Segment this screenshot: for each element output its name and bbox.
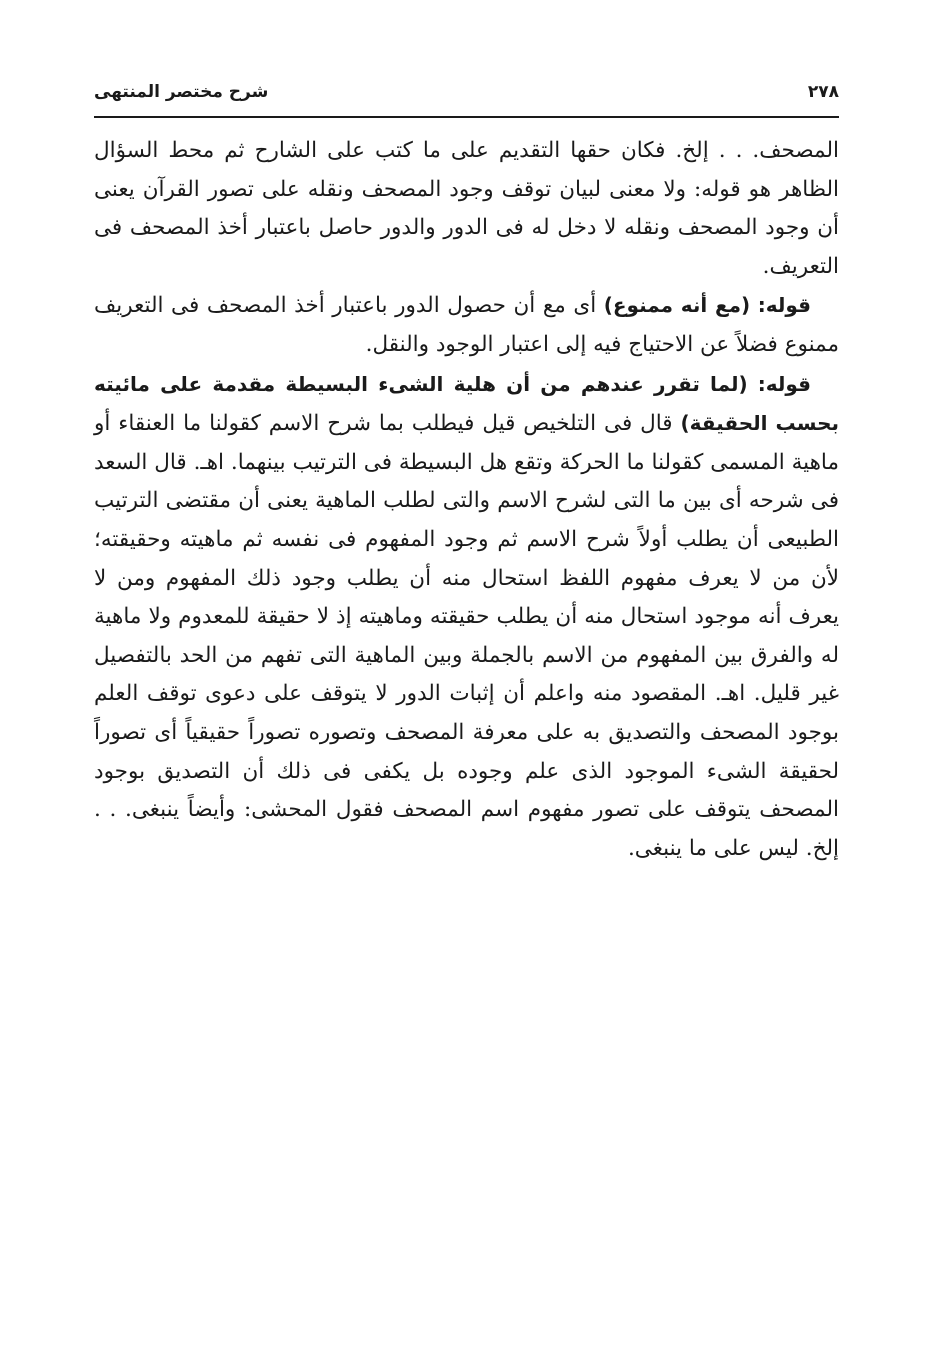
paragraph-text: أى مع أن حصول الدور باعتبار أخذ المصحف فى التعريف ممنوع فضلاً عن الاحتياج فيه إلى اعتبار الوجود والنقل. bbox=[94, 293, 839, 357]
page-number: ٢٧٨ bbox=[807, 82, 839, 102]
lemma-quote: (لما تقرر عندهم من أن هلية الشىء البسيطة مقدمة على مائيته بحسب الحقيقة) bbox=[94, 371, 839, 436]
lemma-quote: (مع أنه ممنوع) bbox=[603, 293, 751, 318]
running-header bbox=[94, 82, 839, 114]
book-title: شرح مختصر المنتهى bbox=[94, 82, 269, 102]
header-rule bbox=[94, 116, 839, 118]
lemma-label: قوله: bbox=[757, 293, 811, 318]
book-page bbox=[94, 82, 839, 868]
commentary-body bbox=[94, 132, 839, 868]
paragraph-lemma-1 bbox=[94, 286, 839, 364]
paragraph-continuation bbox=[94, 132, 839, 286]
paragraph-lemma-2 bbox=[94, 365, 839, 869]
paragraph-text: المصحف. . . إلخ. فكان حقها التقديم على ما كتب على الشارح ثم محط السؤال الظاهر هو قوله: ولا معنى لبيان توقف وجود المصحف ونقله على تصور القرآن يعنى أن وجود المصحف ونقله لا دخل له فى الدور والدور حاصل باعتبار أخذ المصحف فى التعريف. bbox=[94, 138, 839, 279]
lemma-label: قوله: bbox=[757, 371, 811, 396]
paragraph-text: قال فى التلخيص قيل فيطلب بما شرح الاسم كقولنا ما العنقاء أو ماهية المسمى كقولنا ما الحركة وتقع هل البسيطة فى الترتيب بينهما. اهـ. قال السعد فى شرحه أى بين ما التى لشرح الاسم والتى لطلب الماهية يعنى أن مقتضى الترتيب الطبيعى أن يطلب أولاً شرح الاسم ثم وجود المفهوم فى نفسه ثم ماهيته وحقيقته؛ لأن من لا يعرف مفهوم اللفظ استحال منه أن يطلب وجود ذلك المفهوم ومن لا يعرف أنه موجود استحال منه أن يطلب حقيقته وماهيته إذ لا حقيقة للمعدوم ولا ماهية له والفرق بين المفهوم من الاسم بالجملة وبين الماهية التى تفهم من الحد بالتفصيل غير قليل. اهـ. المقصود منه واعلم أن إثبات الدور لا يتوقف على دعوى توقف العلم بوجود المصحف والتصديق به على معرفة المصحف وتصوره تصوراً حقيقياً أى تصوراً لحقيقة الشىء الموجود الذى علم وجوده بل يكفى فى ذلك أن التصديق بوجود المصحف يتوقف على تصور مفهوم اسم المصحف فقول المحشى: وأيضاً ينبغى. . . إلخ. ليس على ما ينبغى. bbox=[94, 411, 839, 861]
